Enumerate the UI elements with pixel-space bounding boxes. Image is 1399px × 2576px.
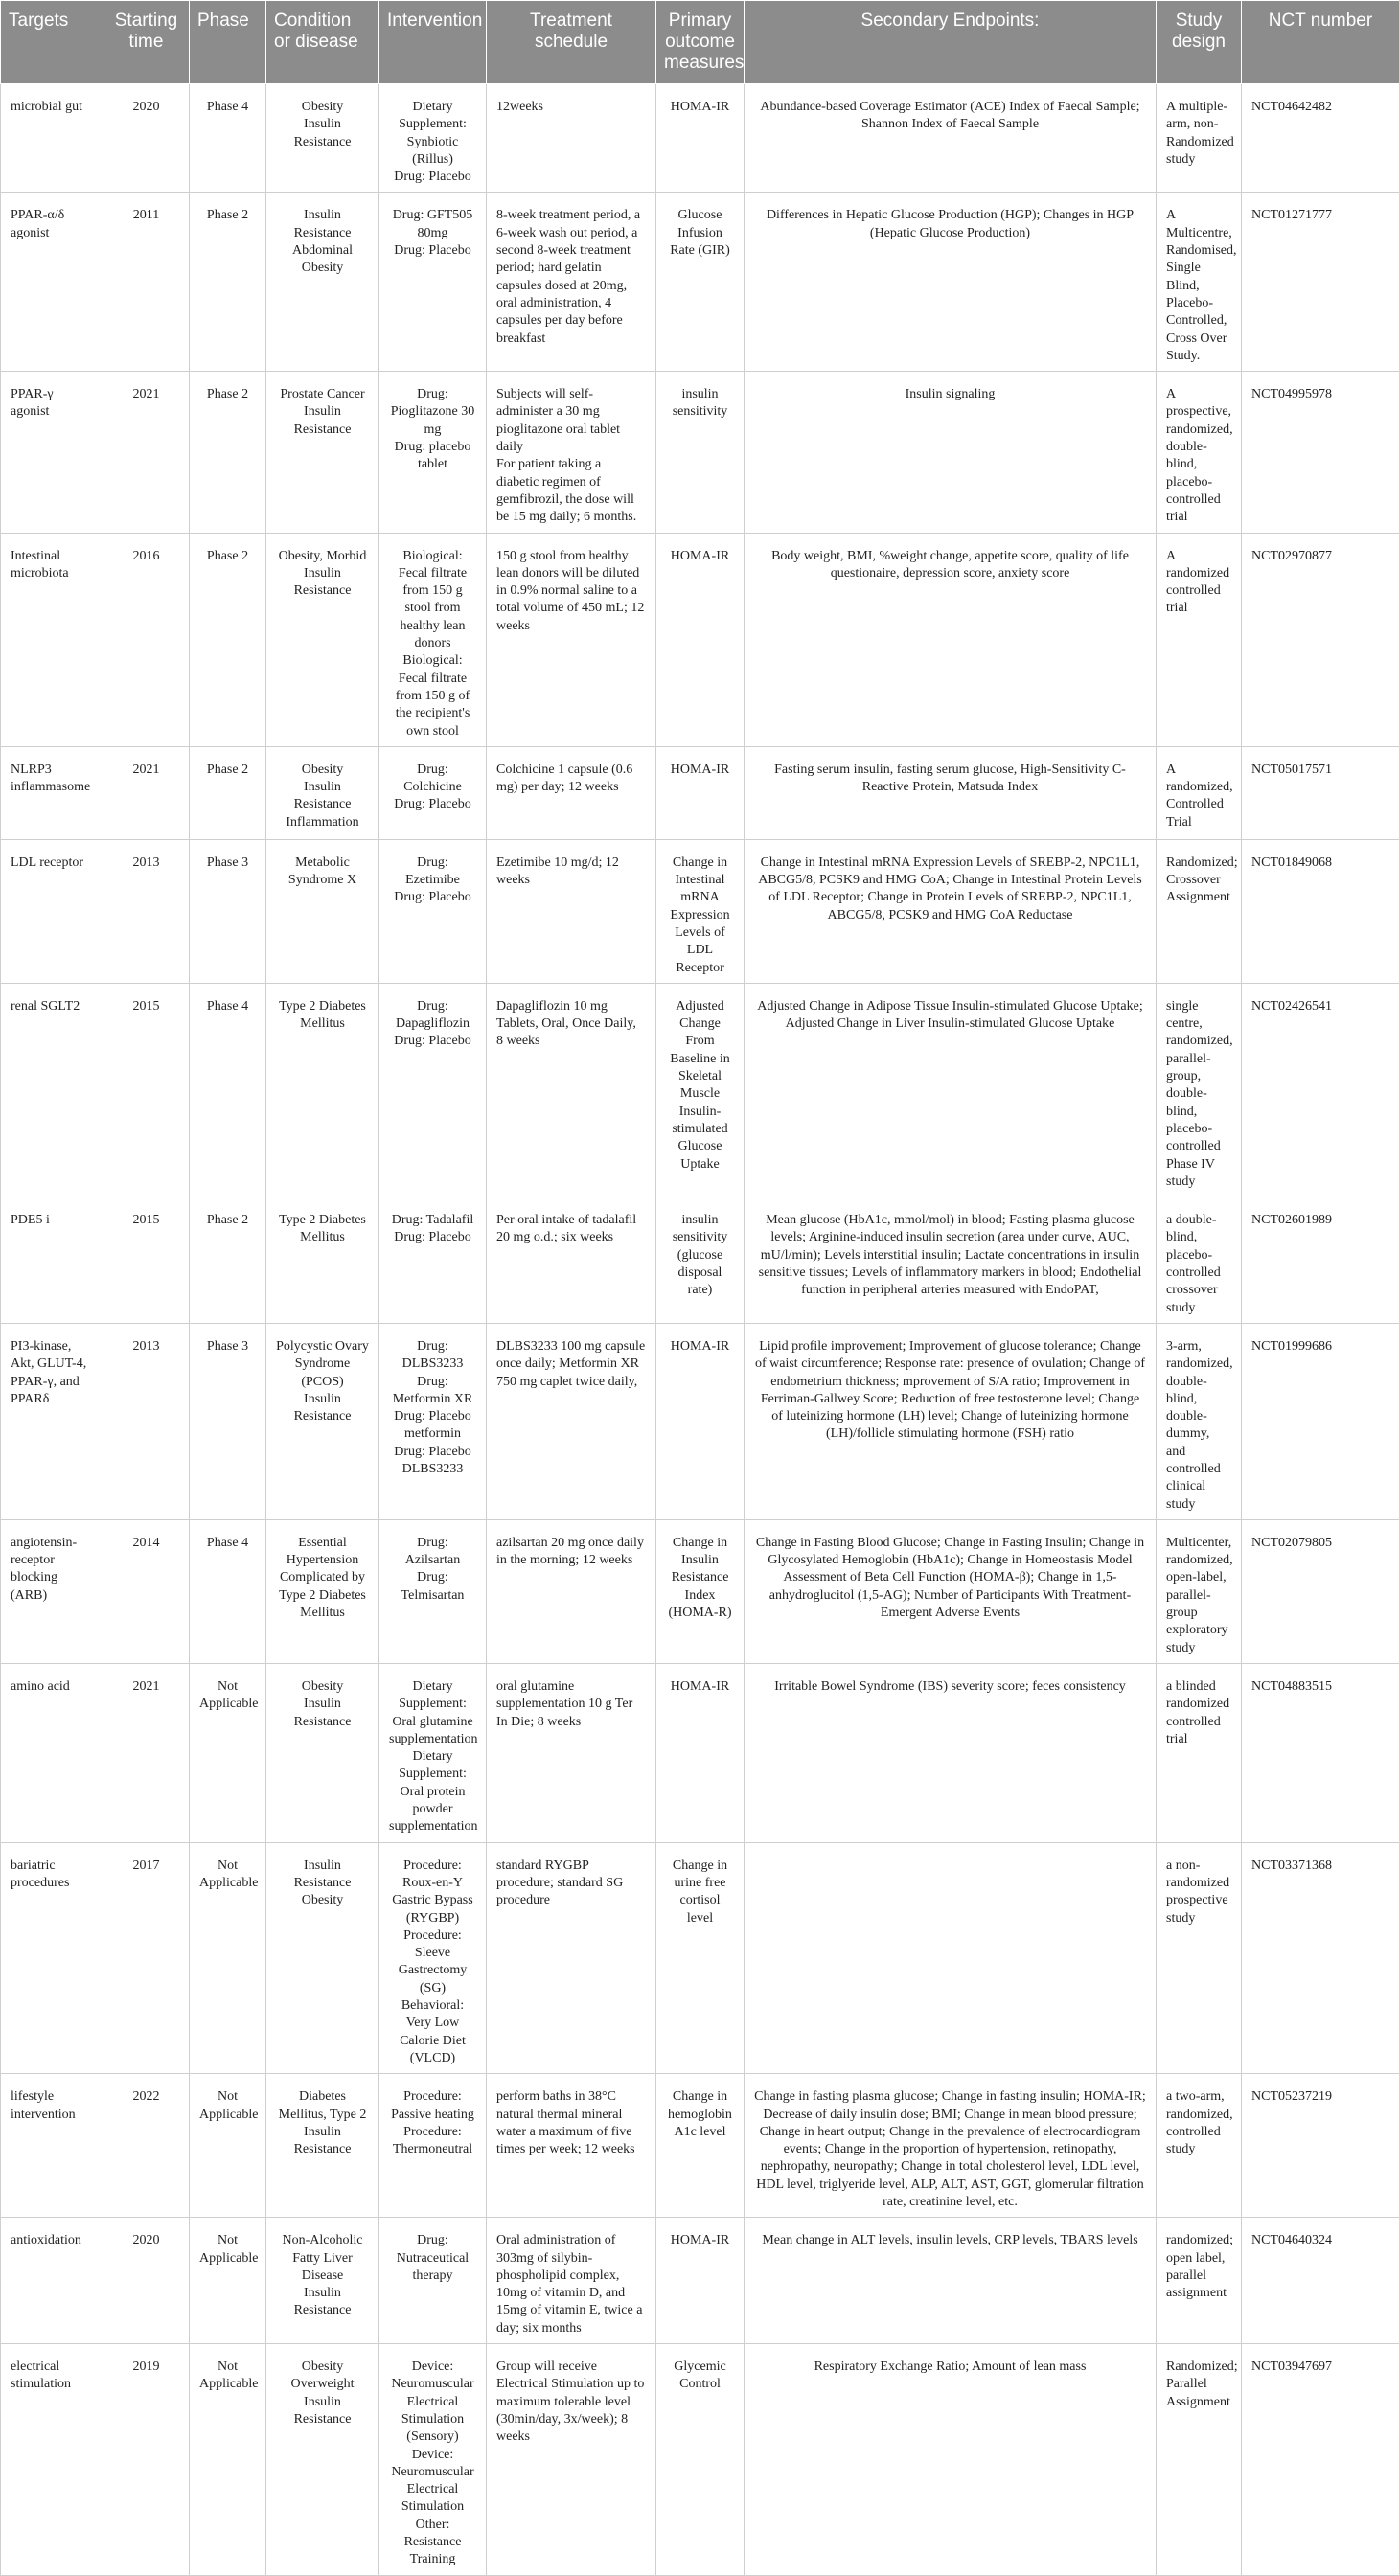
table-row bbox=[1, 1323, 1399, 1519]
header-starting-time: Starting time bbox=[103, 1, 190, 84]
cell-treatment-schedule: oral glutamine supplementation 10 g Ter In Die; 8 weeks bbox=[487, 1663, 656, 1842]
cell-condition: Diabetes Mellitus, Type 2 Insulin Resistance bbox=[266, 2074, 379, 2218]
cell-treatment-schedule: perform baths in 38°C natural thermal mineral water a maximum of five times per week; 12 weeks bbox=[487, 2074, 656, 2218]
cell-starting-time: 2015 bbox=[103, 983, 190, 1197]
table-body bbox=[1, 84, 1399, 2576]
cell-target: amino acid bbox=[1, 1663, 103, 1842]
cell-primary-outcome: Glycemic Control bbox=[656, 2344, 745, 2576]
cell-condition: Essential Hypertension Complicated by Type 2 Diabetes Mellitus bbox=[266, 1519, 379, 1663]
table-row bbox=[1, 839, 1399, 983]
cell-study-design: a two-arm, randomized, controlled study bbox=[1157, 2074, 1242, 2218]
cell-primary-outcome: insulin sensitivity (glucose disposal rate) bbox=[656, 1197, 745, 1324]
cell-phase: Phase 3 bbox=[190, 839, 266, 983]
cell-starting-time: 2015 bbox=[103, 1197, 190, 1324]
cell-treatment-schedule: Subjects will self-administer a 30 mg pioglitazone oral tablet daily For patient taking a diabetic regimen of gemfibrozil, the dose will be 15 mg daily; 6 months. bbox=[487, 372, 656, 533]
cell-nct-number: NCT05237219 bbox=[1242, 2074, 1399, 2218]
cell-treatment-schedule: Oral administration of 303mg of silybin-phospholipid complex, 10mg of vitamin D, and 15mg of vitamin E, twice a day; six months bbox=[487, 2218, 656, 2344]
cell-starting-time: 2020 bbox=[103, 2218, 190, 2344]
cell-target: microbial gut bbox=[1, 84, 103, 193]
cell-target: Intestinal microbiota bbox=[1, 533, 103, 746]
cell-starting-time: 2011 bbox=[103, 193, 190, 372]
table-row bbox=[1, 533, 1399, 746]
cell-secondary-endpoints: Differences in Hepatic Glucose Production (HGP); Changes in HGP (Hepatic Glucose Production) bbox=[745, 193, 1157, 372]
cell-target: PDE5 i bbox=[1, 1197, 103, 1324]
cell-secondary-endpoints bbox=[745, 1842, 1157, 2074]
cell-nct-number: NCT02426541 bbox=[1242, 983, 1399, 1197]
cell-primary-outcome: HOMA-IR bbox=[656, 533, 745, 746]
cell-target: bariatric procedures bbox=[1, 1842, 103, 2074]
cell-intervention: Procedure: Passive heating Procedure: Thermoneutral bbox=[379, 2074, 487, 2218]
cell-secondary-endpoints: Body weight, BMI, %weight change, appetite score, quality of life questionaire, depression score, anxiety score bbox=[745, 533, 1157, 746]
cell-nct-number: NCT01271777 bbox=[1242, 193, 1399, 372]
cell-intervention: Drug: Dapagliflozin Drug: Placebo bbox=[379, 983, 487, 1197]
cell-condition: Insulin Resistance Abdominal Obesity bbox=[266, 193, 379, 372]
cell-condition: Type 2 Diabetes Mellitus bbox=[266, 1197, 379, 1324]
cell-intervention: Dietary Supplement: Oral glutamine supplementation Dietary Supplement: Oral protein powder supplementation bbox=[379, 1663, 487, 1842]
cell-phase: Phase 4 bbox=[190, 84, 266, 193]
cell-phase: Not Applicable bbox=[190, 1663, 266, 1842]
cell-intervention: Drug: Ezetimibe Drug: Placebo bbox=[379, 839, 487, 983]
cell-treatment-schedule: Dapagliflozin 10 mg Tablets, Oral, Once Daily, 8 weeks bbox=[487, 983, 656, 1197]
cell-intervention: Dietary Supplement: Synbiotic (Rillus) Drug: Placebo bbox=[379, 84, 487, 193]
table-row bbox=[1, 193, 1399, 372]
header-intervention: Intervention bbox=[379, 1, 487, 84]
cell-primary-outcome: Change in Intestinal mRNA Expression Levels of LDL Receptor bbox=[656, 839, 745, 983]
cell-study-design: randomized; open label, parallel assignment bbox=[1157, 2218, 1242, 2344]
cell-condition: Obesity Overweight Insulin Resistance bbox=[266, 2344, 379, 2576]
cell-primary-outcome: HOMA-IR bbox=[656, 746, 745, 839]
table-row bbox=[1, 2218, 1399, 2344]
cell-phase: Not Applicable bbox=[190, 2344, 266, 2576]
cell-nct-number: NCT03947697 bbox=[1242, 2344, 1399, 2576]
cell-phase: Not Applicable bbox=[190, 2074, 266, 2218]
header-treatment-schedule: Treatment schedule bbox=[487, 1, 656, 84]
cell-secondary-endpoints: Insulin signaling bbox=[745, 372, 1157, 533]
cell-phase: Not Applicable bbox=[190, 2218, 266, 2344]
cell-starting-time: 2016 bbox=[103, 533, 190, 746]
cell-primary-outcome: HOMA-IR bbox=[656, 84, 745, 193]
cell-intervention: Drug: Azilsartan Drug: Telmisartan bbox=[379, 1519, 487, 1663]
cell-intervention: Drug: Colchicine Drug: Placebo bbox=[379, 746, 487, 839]
table-row bbox=[1, 1197, 1399, 1324]
cell-nct-number: NCT02970877 bbox=[1242, 533, 1399, 746]
cell-target: LDL receptor bbox=[1, 839, 103, 983]
header-targets: Targets bbox=[1, 1, 103, 84]
cell-nct-number: NCT04640324 bbox=[1242, 2218, 1399, 2344]
cell-condition: Obesity Insulin Resistance bbox=[266, 84, 379, 193]
cell-study-design: single centre, randomized, parallel-group, double-blind, placebo-controlled Phase IV study bbox=[1157, 983, 1242, 1197]
table-row bbox=[1, 2344, 1399, 2576]
cell-phase: Phase 2 bbox=[190, 746, 266, 839]
cell-nct-number: NCT02601989 bbox=[1242, 1197, 1399, 1324]
cell-condition: Prostate Cancer Insulin Resistance bbox=[266, 372, 379, 533]
header-primary-outcome: Primary outcome measures bbox=[656, 1, 745, 84]
table-row bbox=[1, 2074, 1399, 2218]
cell-nct-number: NCT05017571 bbox=[1242, 746, 1399, 839]
cell-intervention: Drug: Nutraceutical therapy bbox=[379, 2218, 487, 2344]
cell-starting-time: 2013 bbox=[103, 839, 190, 983]
cell-target: angiotensin-receptor blocking (ARB) bbox=[1, 1519, 103, 1663]
cell-target: PPAR-γ agonist bbox=[1, 372, 103, 533]
header-secondary-endpoints: Secondary Endpoints: bbox=[745, 1, 1157, 84]
cell-nct-number: NCT01849068 bbox=[1242, 839, 1399, 983]
cell-study-design: A Multicentre, Randomised, Single Blind, Placebo-Controlled, Cross Over Study. bbox=[1157, 193, 1242, 372]
cell-nct-number: NCT01999686 bbox=[1242, 1323, 1399, 1519]
cell-treatment-schedule: Colchicine 1 capsule (0.6 mg) per day; 12 weeks bbox=[487, 746, 656, 839]
cell-condition: Insulin Resistance Obesity bbox=[266, 1842, 379, 2074]
cell-phase: Phase 2 bbox=[190, 193, 266, 372]
cell-primary-outcome: Change in urine free cortisol level bbox=[656, 1842, 745, 2074]
cell-treatment-schedule: DLBS3233 100 mg capsule once daily; Metformin XR 750 mg caplet twice daily, bbox=[487, 1323, 656, 1519]
cell-starting-time: 2014 bbox=[103, 1519, 190, 1663]
cell-treatment-schedule: standard RYGBP procedure; standard SG procedure bbox=[487, 1842, 656, 2074]
table-row bbox=[1, 1842, 1399, 2074]
cell-primary-outcome: HOMA-IR bbox=[656, 1663, 745, 1842]
header-row bbox=[1, 1, 1399, 84]
cell-phase: Phase 2 bbox=[190, 1197, 266, 1324]
cell-treatment-schedule: 150 g stool from healthy lean donors will be diluted in 0.9% normal saline to a total volume of 450 mL; 12 weeks bbox=[487, 533, 656, 746]
cell-phase: Phase 4 bbox=[190, 983, 266, 1197]
cell-secondary-endpoints: Fasting serum insulin, fasting serum glucose, High-Sensitivity C-Reactive Protein, Matsuda Index bbox=[745, 746, 1157, 839]
cell-condition: Obesity Insulin Resistance Inflammation bbox=[266, 746, 379, 839]
cell-condition: Obesity Insulin Resistance bbox=[266, 1663, 379, 1842]
cell-primary-outcome: HOMA-IR bbox=[656, 2218, 745, 2344]
cell-nct-number: NCT03371368 bbox=[1242, 1842, 1399, 2074]
cell-secondary-endpoints: Change in fasting plasma glucose; Change in fasting insulin; HOMA-IR; Decrease of daily insulin dose; BMI; Change in mean blood pressure; Change in heart output; Change in the prevalence of electrocardiogram events; Change in the proportion of hypertension, retinopathy, nephropathy, neuropathy; Change in total cholesterol level, LDL level, HDL level, triglyeride level, ALP, ALT, AST, GGT, glomerular filtration rate, creatinine level, etc. bbox=[745, 2074, 1157, 2218]
cell-study-design: A prospective, randomized, double-blind, placebo-controlled trial bbox=[1157, 372, 1242, 533]
cell-primary-outcome: HOMA-IR bbox=[656, 1323, 745, 1519]
table-row bbox=[1, 372, 1399, 533]
cell-intervention: Device: Neuromuscular Electrical Stimulation (Sensory) Device: Neuromuscular Electrical Stimulation Other: Resistance Training bbox=[379, 2344, 487, 2576]
cell-target: PPAR-α/δ agonist bbox=[1, 193, 103, 372]
cell-intervention: Biological: Fecal filtrate from 150 g stool from healthy lean donors Biological: Fecal filtrate from 150 g of the recipient's own stool bbox=[379, 533, 487, 746]
cell-study-design: a double-blind, placebo-controlled crossover study bbox=[1157, 1197, 1242, 1324]
cell-secondary-endpoints: Change in Fasting Blood Glucose; Change in Fasting Insulin; Change in Glycosylated Hemoglobin (HbA1c); Change in Homeostasis Model Assessment of Beta Cell Function (HOMA-β); Change in 1,5-anhydroglucitol (1,5-AG); Number of Participants With Treatment-Emergent Adverse Events bbox=[745, 1519, 1157, 1663]
cell-phase: Phase 2 bbox=[190, 533, 266, 746]
cell-treatment-schedule: Group will receive Electrical Stimulation up to maximum tolerable level (30min/day, 3x/week); 8 weeks bbox=[487, 2344, 656, 2576]
cell-target: renal SGLT2 bbox=[1, 983, 103, 1197]
cell-treatment-schedule: 8-week treatment period, a 6-week wash out period, a second 8-week treatment period; hard gelatin capsules dosed at 20mg, oral administration, 4 capsules per day before breakfast bbox=[487, 193, 656, 372]
cell-study-design: a non-randomized prospective study bbox=[1157, 1842, 1242, 2074]
table-row bbox=[1, 84, 1399, 193]
cell-primary-outcome: Glucose Infusion Rate (GIR) bbox=[656, 193, 745, 372]
cell-condition: Obesity, Morbid Insulin Resistance bbox=[266, 533, 379, 746]
cell-secondary-endpoints: Respiratory Exchange Ratio; Amount of lean mass bbox=[745, 2344, 1157, 2576]
cell-study-design: Multicenter, randomized, open-label, parallel-group exploratory study bbox=[1157, 1519, 1242, 1663]
header-condition: Condition or disease bbox=[266, 1, 379, 84]
header-study-design: Study design bbox=[1157, 1, 1242, 84]
cell-study-design: A randomized, Controlled Trial bbox=[1157, 746, 1242, 839]
cell-primary-outcome: Change in hemoglobin A1c level bbox=[656, 2074, 745, 2218]
cell-condition: Polycystic Ovary Syndrome (PCOS) Insulin Resistance bbox=[266, 1323, 379, 1519]
cell-secondary-endpoints: Lipid profile improvement; Improvement of glucose tolerance; Change of waist circumference; Response rate: presence of ovulation; Change of endometrium thickness; mprovement of S/A ratio; Improvement in Ferriman-Gallwey Score; Reduction of free testosterone level; Change of luteinizing hormone (LH) level; Change of luteinizing hormone (LH)/follicle stimulating hormone (FSH) ratio bbox=[745, 1323, 1157, 1519]
cell-primary-outcome: Adjusted Change From Baseline in Skeletal Muscle Insulin-stimulated Glucose Uptake bbox=[656, 983, 745, 1197]
cell-treatment-schedule: 12weeks bbox=[487, 84, 656, 193]
cell-condition: Type 2 Diabetes Mellitus bbox=[266, 983, 379, 1197]
header-phase: Phase bbox=[190, 1, 266, 84]
cell-study-design: A multiple-arm, non-Randomized study bbox=[1157, 84, 1242, 193]
cell-secondary-endpoints: Mean change in ALT levels, insulin levels, CRP levels, TBARS levels bbox=[745, 2218, 1157, 2344]
cell-treatment-schedule: Ezetimibe 10 mg/d; 12 weeks bbox=[487, 839, 656, 983]
cell-secondary-endpoints: Change in Intestinal mRNA Expression Levels of SREBP-2, NPC1L1, ABCG5/8, PCSK9 and HMG CoA; Change in Intestinal Protein Levels of LDL Receptor; Change in Protein Levels of SREBP-2, NPC1L1, ABCG5/8, PCSK9 and HMG CoA Reductase bbox=[745, 839, 1157, 983]
cell-starting-time: 2019 bbox=[103, 2344, 190, 2576]
cell-target: NLRP3 inflammasome bbox=[1, 746, 103, 839]
table-row bbox=[1, 983, 1399, 1197]
cell-intervention: Drug: DLBS3233 Drug: Metformin XR Drug: Placebo metformin Drug: Placebo DLBS3233 bbox=[379, 1323, 487, 1519]
cell-intervention: Drug: Tadalafil Drug: Placebo bbox=[379, 1197, 487, 1324]
cell-treatment-schedule: azilsartan 20 mg once daily in the morning; 12 weeks bbox=[487, 1519, 656, 1663]
cell-nct-number: NCT04642482 bbox=[1242, 84, 1399, 193]
cell-starting-time: 2021 bbox=[103, 372, 190, 533]
cell-phase: Phase 2 bbox=[190, 372, 266, 533]
cell-secondary-endpoints: Adjusted Change in Adipose Tissue Insulin-stimulated Glucose Uptake; Adjusted Change in Liver Insulin-stimulated Glucose Uptake bbox=[745, 983, 1157, 1197]
cell-study-design: 3-arm, randomized, double-blind, double-dummy, and controlled clinical study bbox=[1157, 1323, 1242, 1519]
cell-target: PI3-kinase, Akt, GLUT-4, PPAR-γ, and PPARδ bbox=[1, 1323, 103, 1519]
cell-secondary-endpoints: Mean glucose (HbA1c, mmol/mol) in blood; Fasting plasma glucose levels; Arginine-induced insulin secretion (area under curve, AUC, mU/l/min); Levels interstitial insulin; Lactate concentrations in insulin sensitive tissues; Levels of inflammatory markers in blood; Endothelial function in peripheral arteries measured with EndoPAT, bbox=[745, 1197, 1157, 1324]
table-row bbox=[1, 1663, 1399, 1842]
cell-nct-number: NCT04883515 bbox=[1242, 1663, 1399, 1842]
cell-target: electrical stimulation bbox=[1, 2344, 103, 2576]
cell-target: antioxidation bbox=[1, 2218, 103, 2344]
cell-phase: Not Applicable bbox=[190, 1842, 266, 2074]
cell-starting-time: 2013 bbox=[103, 1323, 190, 1519]
cell-study-design: A randomized controlled trial bbox=[1157, 533, 1242, 746]
cell-primary-outcome: insulin sensitivity bbox=[656, 372, 745, 533]
cell-nct-number: NCT04995978 bbox=[1242, 372, 1399, 533]
header-nct-number: NCT number bbox=[1242, 1, 1399, 84]
cell-target: lifestyle intervention bbox=[1, 2074, 103, 2218]
cell-secondary-endpoints: Abundance-based Coverage Estimator (ACE) Index of Faecal Sample; Shannon Index of Faecal Sample bbox=[745, 84, 1157, 193]
cell-starting-time: 2017 bbox=[103, 1842, 190, 2074]
cell-phase: Phase 4 bbox=[190, 1519, 266, 1663]
cell-nct-number: NCT02079805 bbox=[1242, 1519, 1399, 1663]
cell-secondary-endpoints: Irritable Bowel Syndrome (IBS) severity score; feces consistency bbox=[745, 1663, 1157, 1842]
cell-starting-time: 2022 bbox=[103, 2074, 190, 2218]
cell-starting-time: 2021 bbox=[103, 1663, 190, 1842]
cell-intervention: Procedure: Roux-en-Y Gastric Bypass (RYGBP) Procedure: Sleeve Gastrectomy (SG) Behavioral: Very Low Calorie Diet (VLCD) bbox=[379, 1842, 487, 2074]
cell-starting-time: 2021 bbox=[103, 746, 190, 839]
cell-primary-outcome: Change in Insulin Resistance Index (HOMA-R) bbox=[656, 1519, 745, 1663]
cell-condition: Non-Alcoholic Fatty Liver Disease Insulin Resistance bbox=[266, 2218, 379, 2344]
cell-study-design: Randomized; Crossover Assignment bbox=[1157, 839, 1242, 983]
table-row bbox=[1, 746, 1399, 839]
cell-treatment-schedule: Per oral intake of tadalafil 20 mg o.d.; six weeks bbox=[487, 1197, 656, 1324]
cell-starting-time: 2020 bbox=[103, 84, 190, 193]
cell-phase: Phase 3 bbox=[190, 1323, 266, 1519]
table-row bbox=[1, 1519, 1399, 1663]
cell-intervention: Drug: Pioglitazone 30 mg Drug: placebo tablet bbox=[379, 372, 487, 533]
cell-intervention: Drug: GFT505 80mg Drug: Placebo bbox=[379, 193, 487, 372]
cell-study-design: a blinded randomized controlled trial bbox=[1157, 1663, 1242, 1842]
cell-study-design: Randomized; Parallel Assignment bbox=[1157, 2344, 1242, 2576]
cell-condition: Metabolic Syndrome X bbox=[266, 839, 379, 983]
